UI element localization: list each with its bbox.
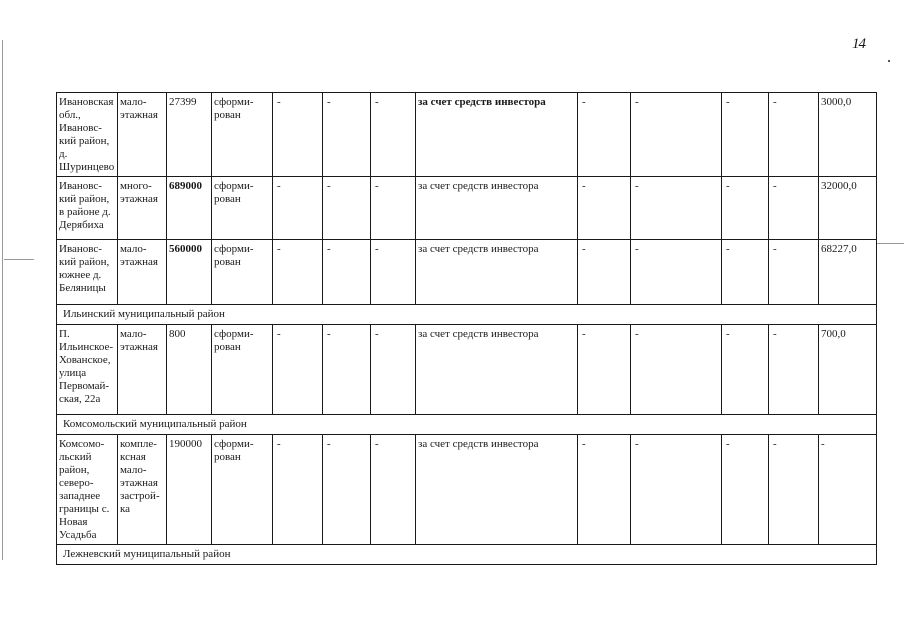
column-7-cell: - xyxy=(371,240,416,305)
area-cell: 560000 xyxy=(167,240,212,305)
column-12-cell: - xyxy=(769,93,819,177)
column-7-cell: - xyxy=(371,177,416,240)
column-10-cell: - xyxy=(631,325,722,415)
building-type-cell: мало-этажная xyxy=(118,325,167,415)
column-6-cell: - xyxy=(323,325,371,415)
area-cell: 190000 xyxy=(167,435,212,545)
section-label: Ильинский муниципальный район xyxy=(57,305,877,325)
column-6-cell: - xyxy=(323,240,371,305)
total-cell: 3000,0 xyxy=(819,93,877,177)
location-cell: Ивановс-кий район, южнее д. Беляницы xyxy=(57,240,118,305)
column-7-cell: - xyxy=(371,325,416,415)
column-5-cell: - xyxy=(273,177,323,240)
column-5-cell: - xyxy=(273,435,323,545)
column-11-cell: - xyxy=(722,435,769,545)
table-row xyxy=(57,325,877,415)
section-row xyxy=(57,415,877,435)
column-11-cell: - xyxy=(722,93,769,177)
total-cell: 68227,0 xyxy=(819,240,877,305)
financing-cell: за счет средств инвестора xyxy=(416,325,578,415)
status-cell: сформи-рован xyxy=(212,93,273,177)
scan-mark-right xyxy=(876,243,904,244)
location-cell: Ивановс-кий район, в районе д. Дерябиха xyxy=(57,177,118,240)
location-cell: Ивановская обл., Ивановс-кий район, д. Шуринцево xyxy=(57,93,118,177)
column-9-cell: - xyxy=(578,325,631,415)
column-12-cell: - xyxy=(769,325,819,415)
column-7-cell: - xyxy=(371,93,416,177)
section-label: Лежневский муниципальный район xyxy=(57,545,877,565)
column-11-cell: - xyxy=(722,325,769,415)
total-cell: 32000,0 xyxy=(819,177,877,240)
column-5-cell: - xyxy=(273,240,323,305)
column-5-cell: - xyxy=(273,93,323,177)
table-row xyxy=(57,240,877,305)
location-cell: Комсомо-льский район, северо-западнее границы с. Новая Усадьба xyxy=(57,435,118,545)
status-cell: сформи-рован xyxy=(212,177,273,240)
building-type-cell: много-этажная xyxy=(118,177,167,240)
column-7-cell: - xyxy=(371,435,416,545)
scan-speck xyxy=(888,60,890,62)
table-row xyxy=(57,435,877,545)
financing-cell: за счет средств инвестора xyxy=(416,435,578,545)
financing-cell: за счет средств инвестора xyxy=(416,177,578,240)
status-cell: сформи-рован xyxy=(212,435,273,545)
table-row xyxy=(57,177,877,240)
column-6-cell: - xyxy=(323,93,371,177)
building-type-cell: компле-ксная мало-этажная застрой-ка xyxy=(118,435,167,545)
table-row xyxy=(57,93,877,177)
status-cell: сформи-рован xyxy=(212,240,273,305)
column-10-cell: - xyxy=(631,93,722,177)
total-cell: 700,0 xyxy=(819,325,877,415)
area-cell: 689000 xyxy=(167,177,212,240)
column-9-cell: - xyxy=(578,240,631,305)
column-5-cell: - xyxy=(273,325,323,415)
section-label: Комсомольский муниципальный район xyxy=(57,415,877,435)
column-9-cell: - xyxy=(578,435,631,545)
column-10-cell: - xyxy=(631,240,722,305)
column-12-cell: - xyxy=(769,435,819,545)
status-cell: сформи-рован xyxy=(212,325,273,415)
column-11-cell: - xyxy=(722,177,769,240)
column-10-cell: - xyxy=(631,177,722,240)
section-row xyxy=(57,545,877,565)
column-12-cell: - xyxy=(769,240,819,305)
scan-edge-line xyxy=(2,40,3,560)
page-number: 14 xyxy=(852,36,865,52)
column-6-cell: - xyxy=(323,177,371,240)
financing-cell: за счет средств инвестора xyxy=(416,240,578,305)
area-cell: 800 xyxy=(167,325,212,415)
column-10-cell: - xyxy=(631,435,722,545)
total-cell: - xyxy=(819,435,877,545)
scan-mark-left xyxy=(4,259,34,260)
column-6-cell: - xyxy=(323,435,371,545)
location-cell: П. Ильинское-Хованское, улица Первомай-ская, 22а xyxy=(57,325,118,415)
column-11-cell: - xyxy=(722,240,769,305)
column-12-cell: - xyxy=(769,177,819,240)
building-type-cell: мало-этажная xyxy=(118,93,167,177)
land-plots-table xyxy=(56,92,877,565)
section-row xyxy=(57,305,877,325)
column-9-cell: - xyxy=(578,93,631,177)
financing-cell: за счет средств инвестора xyxy=(416,93,578,177)
building-type-cell: мало-этажная xyxy=(118,240,167,305)
area-cell: 27399 xyxy=(167,93,212,177)
column-9-cell: - xyxy=(578,177,631,240)
